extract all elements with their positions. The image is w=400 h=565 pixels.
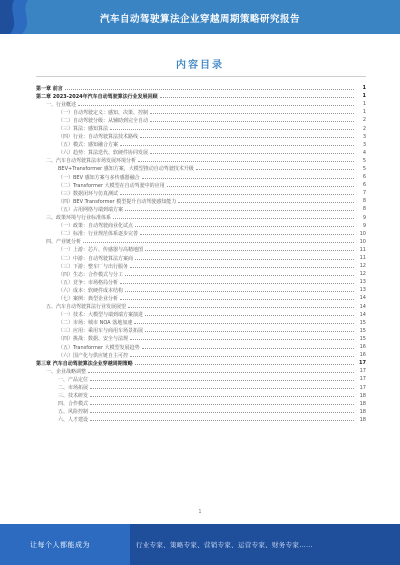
toc-leader-dots [90,404,354,405]
toc-entry-title: BEV+Transformer 感知方案，大模型推动自动驾驶技术升级 [58,166,194,173]
toc-entry-page: 13 [359,287,366,294]
toc-entry-title: 一、企业战略调整 [46,368,87,375]
toc-entry-title: （二）中游：自动驾驶算法方案商 [58,255,134,262]
toc-entry-page: 5 [362,157,366,164]
toc-leader-dots [130,356,354,357]
toc-entry-title: 二、汽车自动驾驶算法市场发展环境分析 [46,158,137,165]
toc-entry-page: 18 [359,400,366,407]
toc-entry-title: （六）成本：软硬件成本结构 [58,287,124,294]
toc-entry-title: 第三章 汽车自动驾驶算法企业穿越周期策略 [36,360,133,367]
toc-entry-title: （五）Transformer 大模型发展趋势 [58,344,140,351]
toc-entry-page: 1 [362,85,366,92]
toc-entry-title: 六、人才建设 [58,417,89,424]
toc-entry-page: 10 [359,230,366,237]
toc-entry-page: 17 [359,360,366,367]
toc-leader-dots [83,242,354,243]
toc-entry-page: 8 [362,198,366,205]
toc-entry[interactable] [36,124,366,132]
toc-entry-title: （五）模式：感知融合方案 [58,142,119,149]
toc-entry[interactable] [36,400,366,408]
toc-leader-dots [90,388,354,389]
toc-leader-dots [145,331,354,332]
toc-entry-title: （一）上游：芯片、传感器与高精地图 [58,247,144,254]
toc-entry-title: （一）自动驾驶定义：感知、决策、控制 [58,109,149,116]
toc-leader-dots [130,339,354,340]
toc-entry-title: （三）算法：感知算法 [58,126,109,133]
toc-entry-page: 4 [362,149,366,156]
toc-leader-dots [125,210,354,211]
toc-leader-dots [90,412,354,413]
toc-entry-title: 三、技术研发 [58,393,89,400]
toc-entry-title: （二）市场：城市 NOA 落地加速 [58,320,133,327]
toc-entry[interactable] [36,214,366,222]
page-number: 1 [198,509,202,515]
toc-entry[interactable] [36,173,366,181]
toc-entry[interactable] [36,181,366,189]
toc-entry-page: 9 [362,222,366,229]
toc-entry[interactable] [36,311,366,319]
toc-entry-title: （四）行业：自动驾驶算法技术路线 [58,134,139,141]
toc-entry-title: （一）技术：大模型与端到端方案演进 [58,312,144,319]
toc-leader-dots [120,283,354,284]
toc-leader-dots [120,194,354,195]
toc-entry[interactable] [36,116,366,124]
toc-entry[interactable] [36,383,366,391]
toc-leader-dots [150,153,354,154]
toc-entry[interactable] [36,294,366,302]
toc-entry[interactable] [36,351,366,359]
toc-entry-title: 二、市场拓展 [58,385,89,392]
toc-entry-page: 14 [359,303,366,310]
toc-entry-title: （三）应用：乘用车与商用车场景拓展 [58,328,144,335]
toc-entry[interactable] [36,408,366,416]
toc-entry-page: 18 [359,408,366,415]
toc-entry[interactable] [36,230,366,238]
toc-entry-title: （六）国产化与供应链自主可控 [58,352,129,359]
toc-entry-title: （五）竞争：市场格局分析 [58,279,119,286]
toc-entry-title: 一、产品定位 [58,376,89,383]
toc-entry-page: 8 [362,206,366,213]
toc-leader-dots [113,218,354,219]
toc-leader-dots [125,275,354,276]
toc-entry-page: 3 [362,133,366,140]
toc-leader-dots [142,178,354,179]
toc-heading: 内容目录 [176,60,224,71]
toc-leader-dots [130,267,354,268]
toc-entry[interactable] [36,165,366,173]
toc-leader-dots [128,307,354,308]
toc-entry-page: 9 [362,214,366,221]
toc-entry-title: （四）BEV Transformer 模型提升自动驾驶感知能力 [58,198,177,205]
toc-entry[interactable] [36,238,366,246]
toc-leader-dots [135,226,354,227]
toc-entry-title: （五）占用网络与端到端方案 [58,206,124,213]
toc-leader-dots [135,364,354,365]
toc-leader-dots [120,299,354,300]
report-title: 汽车自动驾驶算法企业穿越周期策略研究报告 [99,14,300,25]
toc-entry-page: 16 [359,344,366,351]
toc-entry-page: 1 [362,93,366,100]
footer-left-panel [0,524,130,565]
toc-entry[interactable] [36,303,366,311]
toc-entry[interactable] [36,327,366,335]
toc-entry[interactable] [36,141,366,149]
toc-entry-page: 11 [359,246,366,253]
toc-entry[interactable] [36,319,366,327]
toc-entry-title: 第二章 2023-2024年汽车自动驾驶算法行业发展回顾 [36,93,158,100]
toc-leader-dots [145,315,354,316]
toc-entry-title: 五、风险控制 [58,409,89,416]
toc-entry-title: （四）挑战：数据、安全与法规 [58,336,129,343]
toc-entry-title: （二）自动驾驶分级：从辅助到完全自动 [58,117,149,124]
toc-entry-title: （二）标准：行业规范体系逐步完善 [58,231,139,238]
toc-entry[interactable] [36,375,366,383]
toc-entry-page: 2 [362,125,366,132]
toc-entry-page: 13 [359,279,366,286]
toc-leader-dots [125,291,354,292]
toc-entry[interactable] [36,205,366,213]
toc-entry[interactable] [36,286,366,294]
toc-entry-page: 17 [359,368,366,375]
toc-entry[interactable] [36,92,366,100]
toc-leader-dots [196,169,354,170]
toc-entry-page: 14 [359,295,366,302]
toc-entry-page: 18 [359,392,366,399]
toc-leader-dots [120,145,354,146]
toc-leader-dots [160,97,354,98]
toc-entry-page: 7 [362,190,366,197]
toc-entry-page: 18 [359,416,366,423]
toc-entry[interactable] [36,246,366,254]
toc-leader-dots [167,186,354,187]
toc-entry-title: 第一章 前言 [36,85,63,92]
toc-entry[interactable] [36,149,366,157]
toc-leader-dots [140,137,354,138]
toc-entry-page: 2 [362,117,366,124]
toc-entry-page: 15 [359,335,366,342]
toc-leader-dots [135,259,354,260]
toc-entry-title: （一）政策：自动驾驶商业化试点 [58,223,134,230]
toc-entry[interactable] [36,343,366,351]
toc-entry-title: （四）生态：合作模式与分工 [58,271,124,278]
toc-leader-dots [88,372,354,373]
toc-entry-page: 12 [359,271,366,278]
toc-leader-dots [150,113,354,114]
toc-entry[interactable] [36,222,366,230]
footer-slogan: 让每个人都能成为 [30,541,90,549]
toc-entry-page: 3 [362,141,366,148]
toc-entry-page: 17 [359,376,366,383]
toc-entry[interactable] [36,359,366,367]
toc-entry[interactable] [36,262,366,270]
toc-leader-dots [178,202,354,203]
toc-entry[interactable] [36,157,366,165]
toc-entry[interactable] [36,254,366,262]
toc-entry-title: （六）趋势：算法迭代、软硬件协同发展 [58,150,149,157]
toc-leader-dots [145,250,354,251]
toc-entry-page: 1 [362,101,366,108]
toc-leader-dots [78,105,354,106]
header-bar [0,0,400,34]
toc-entry-page: 17 [359,384,366,391]
toc-entry[interactable] [36,367,366,375]
toc-leader-dots [90,396,354,397]
toc-entry-title: （七）案例：典型企业分析 [58,295,119,302]
toc-entry-page: 6 [362,174,366,181]
toc-entry[interactable] [36,133,366,141]
toc-entry-page: 1 [362,109,366,116]
toc-leader-dots [90,380,354,381]
toc-entry[interactable] [36,416,366,424]
toc-entry-title: 三、政策环境与行业标准体系 [46,215,112,222]
toc-entry-title: 四、产业链分析 [46,239,82,246]
toc-entry[interactable] [36,108,366,116]
toc-entry-page: 11 [359,255,366,262]
toc-entry-page: 15 [359,327,366,334]
toc-entry-page: 5 [362,165,366,172]
toc-leader-dots [142,348,354,349]
toc-entry[interactable] [36,335,366,343]
toc-entry[interactable] [36,189,366,197]
toc-leader-dots [65,89,354,90]
toc-entry-title: （二）Transformer 大模型在自动驾驶中的应用 [58,182,165,189]
toc-entry-page: 16 [359,352,366,359]
footer-expert-list: 行业专家、策略专家、营销专家、运营专家、财务专家…… [136,541,313,549]
table-of-contents [36,84,366,424]
toc-leader-dots [140,234,354,235]
toc-entry-page: 14 [359,311,366,318]
toc-divider [36,76,366,77]
toc-entry-title: 一、行业概述 [46,101,77,108]
toc-entry-title: （三）数据闭环与仿真测试 [58,190,119,197]
toc-leader-dots [150,121,354,122]
toc-entry-title: （三）下游：整车厂与出行服务 [58,263,129,270]
toc-entry[interactable] [36,392,366,400]
toc-entry-page: 15 [359,319,366,326]
toc-entry[interactable] [36,270,366,278]
toc-entry[interactable] [36,278,366,286]
toc-leader-dots [90,420,354,421]
toc-leader-dots [138,161,354,162]
toc-entry[interactable] [36,197,366,205]
toc-entry-page: 10 [359,238,366,245]
toc-entry[interactable] [36,100,366,108]
toc-entry-page: 6 [362,182,366,189]
toc-entry-page: 12 [359,263,366,270]
toc-entry-title: 四、合作模式 [58,401,89,408]
toc-entry[interactable] [36,84,366,92]
toc-entry-title: （一）BEV 感知方案与多传感器融合 [58,174,140,181]
toc-leader-dots [110,129,354,130]
toc-entry-title: 五、汽车自动驾驶算法行业发展展望 [46,304,127,311]
toc-leader-dots [134,323,354,324]
footer-banner [0,524,400,565]
